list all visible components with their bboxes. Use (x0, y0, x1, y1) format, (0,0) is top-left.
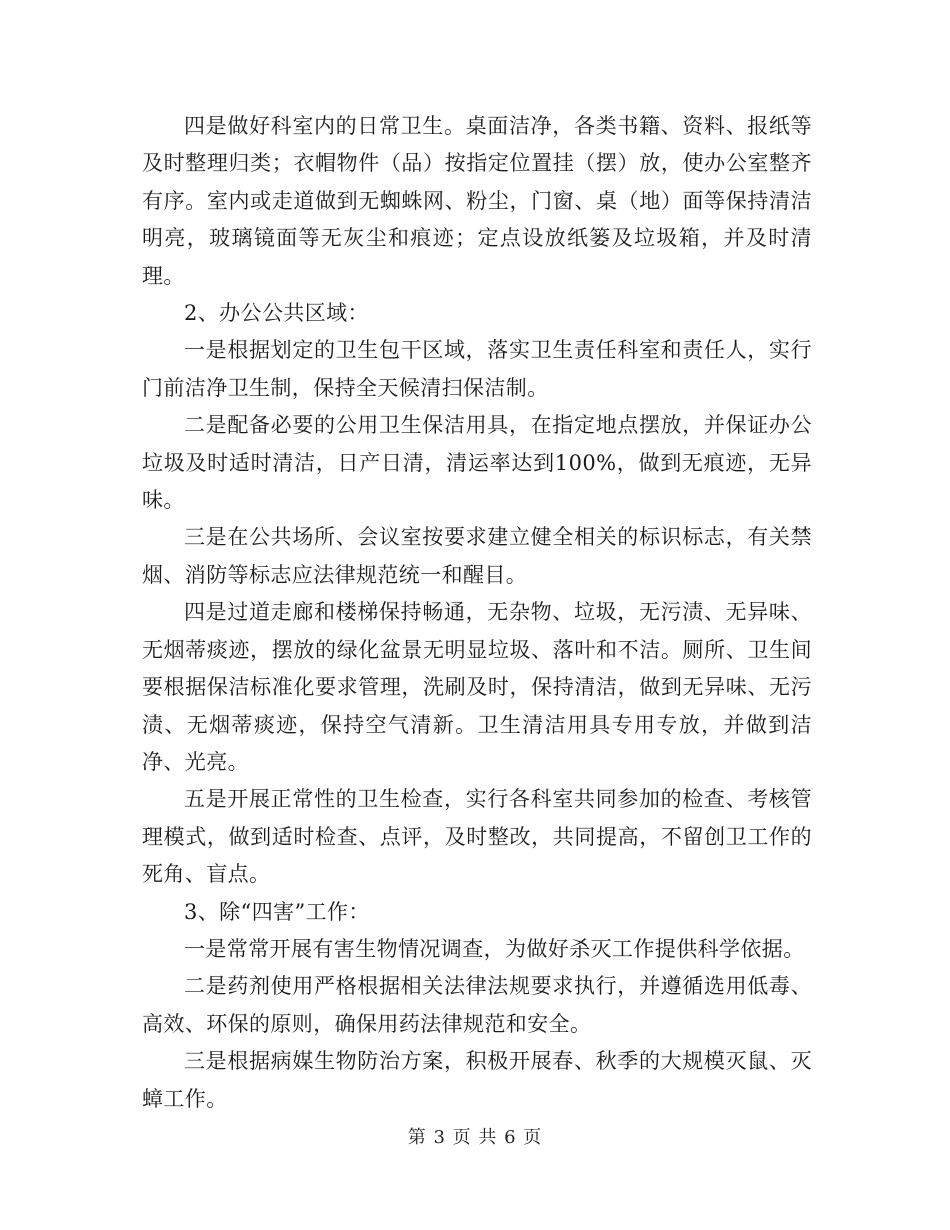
paragraph-public-area-4: 四是过道走廊和楼梯保持畅通，无杂物、垃圾，无污渍、无异味、无烟蒂痰迹，摆放的绿化盆景无明显垃圾、落叶和不洁。厕所、卫生间要根据保洁标准化要求管理，洗刷及时，保持清洁，做到无异味、无污渍、无烟蒂痰迹，保持空气清新。卫生清洁用具专用专放，并做到洁净、光亮。 (142, 600, 812, 774)
paragraph-public-area-2: 二是配备必要的公用卫生保洁用具，在指定地点摆放，并保证办公垃圾及时适时清洁，日产日清，清运率达到100%，做到无痕迹，无异味。 (142, 413, 812, 513)
page-number-footer: 第 3 页 共 6 页 (407, 1127, 543, 1148)
paragraph-four-pests-3: 三是根据病媒生物防治方案，积极开展春、秋季的大规模灭鼠、灭蟑工作。 (142, 1049, 812, 1111)
paragraph-public-area-3: 三是在公共场所、会议室按要求建立健全相关的标识标志，有关禁烟、消防等标志应法律规范统一和醒目。 (142, 525, 812, 587)
section-heading-four-pests: 3、除“四害”工作： (184, 899, 370, 924)
paragraph-public-area-1: 一是根据划定的卫生包干区域，落实卫生责任科室和责任人，实行门前洁净卫生制，保持全天候清扫保洁制。 (142, 338, 812, 400)
paragraph-four-pests-1: 一是常常开展有害生物情况调查，为做好杀灭工作提供科学依据。 (184, 936, 805, 961)
paragraph-four-pests-2: 二是药剂使用严格根据相关法律法规要求执行，并遵循选用低毒、高效、环保的原则，确保用药法律规范和安全。 (142, 974, 812, 1036)
section-heading-public-area: 2、办公公共区域： (184, 301, 369, 326)
document-body (142, 108, 812, 1118)
paragraph-daily-cleaning: 四是做好科室内的日常卫生。桌面洁净，各类书籍、资料、报纸等及时整理归类；衣帽物件（品）按指定位置挂（摆）放，使办公室整齐有序。室内或走道做到无蜘蛛网、粉尘，门窗、桌（地）面等保持清洁明亮，玻璃镜面等无灰尘和痕迹；定点设放纸篓及垃圾箱，并及时清理。 (142, 114, 812, 288)
paragraph-public-area-5: 五是开展正常性的卫生检查，实行各科室共同参加的检查、考核管理模式，做到适时检查、点评，及时整改，共同提高，不留创卫工作的死角、盲点。 (142, 787, 812, 887)
